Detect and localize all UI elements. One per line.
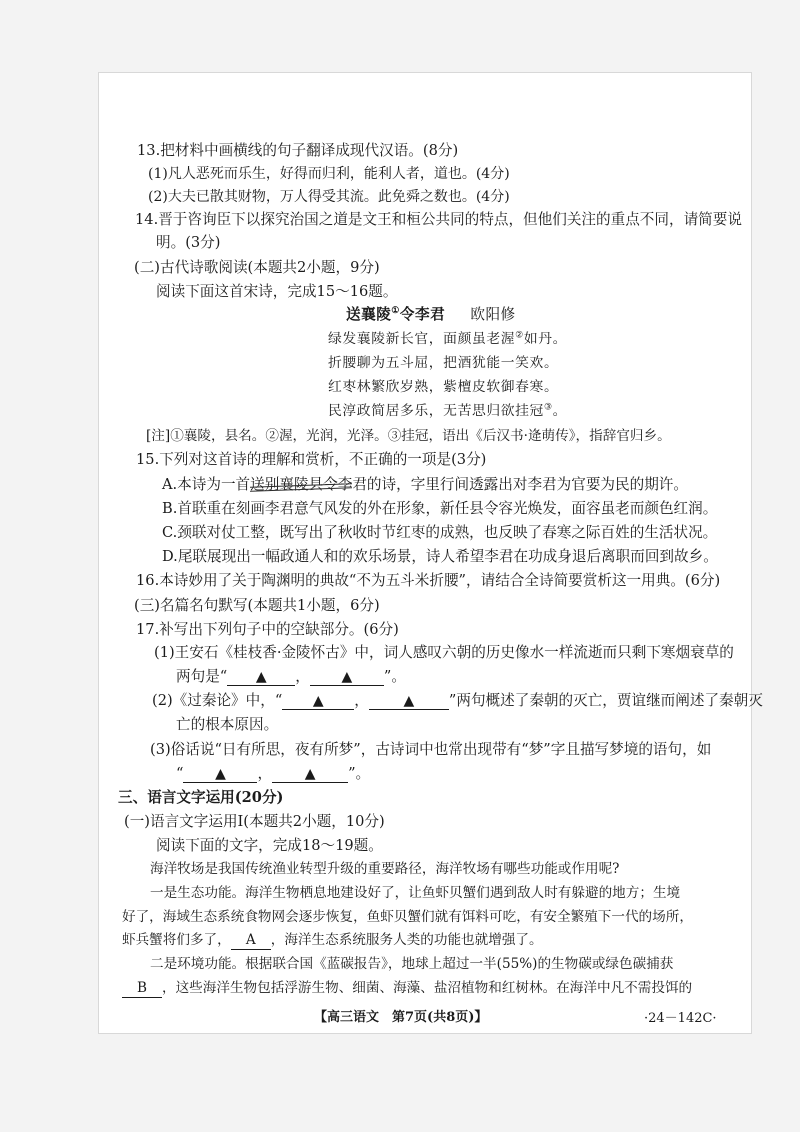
q15-option-c: C.颈联对仗工整，既写出了秋收时节红枣的成熟，也反映了春寒之际百姓的生活状况。	[162, 524, 718, 541]
q16-stem: 16.本诗妙用了关于陶渊明的典故“不为五斗米折腰”，请结合全诗简要赏析这一用典。(6分)	[136, 572, 721, 589]
comma: ，	[257, 765, 273, 782]
passage-paragraph-2-line-2: 好了，海域生态系统食物网会逐步恢复，鱼虾贝蟹们就有饵料可吃，有安全繁殖下一代的场所，	[122, 909, 693, 925]
q17-item-2-open: (2)《过秦论》中，“	[152, 692, 283, 709]
poem-line-4-text-a: 民淳政简居多乐，无苦思归欲挂冠	[328, 403, 544, 419]
q13-sentence-1: (1)凡人恶死而乐生，好得而归利，能利人者，道也。(4分)	[148, 166, 510, 182]
passage-paragraph-1: 海洋牧场是我国传统渔业转型升级的重要路径，海洋牧场有哪些功能或作用呢?	[150, 861, 620, 877]
passage-text: ，海洋生态系统服务人类的功能也就增强了。	[270, 932, 543, 948]
answer-blank[interactable]	[369, 692, 449, 710]
section-poetry-heading: (二)古代诗歌阅读(本题共2小题，9分)	[134, 259, 380, 276]
poem-line-1-text-a: 绿发襄陵新长官，面颜虽老渥	[328, 331, 516, 347]
poem-note-marker-3: ③	[543, 402, 553, 413]
poem-line-1-text-b: 如丹。	[523, 331, 568, 347]
comma: ，	[295, 668, 310, 685]
q17-item-2-line-1	[152, 691, 763, 711]
q13-sentence-2: (2)大夫已散其财物，万人得受其流。此免舜之数也。(4分)	[148, 189, 510, 205]
q17-item-3-close: ”。	[348, 765, 371, 782]
q17-item-1-line-2	[176, 667, 406, 687]
q17-item-3-line-1: (3)俗话说“日有所思，夜有所梦”，古诗词中也常出现带有“梦”字且描写梦境的语句，如	[150, 741, 712, 758]
triangle-icon: ▲	[255, 669, 267, 685]
blank-b-label: B	[137, 980, 147, 996]
q17-item-2-line-2: 亡的根本原因。	[176, 716, 279, 733]
q17-item-3-line-2	[176, 764, 370, 784]
q17-item-2-close: ”两句概述了秦朝的灭亡，贾谊继而阐述了秦朝灭	[448, 692, 763, 709]
passage-paragraph-2-line-3	[122, 930, 543, 950]
section-poetry-intro: 阅读下面这首宋诗，完成15～16题。	[156, 283, 398, 300]
q15-option-d: D.尾联展现出一幅政通人和的欢乐场景，诗人希望李君在功成身退后离职而回到故乡。	[162, 548, 718, 565]
poem-line-3: 红枣林繁欣岁熟，紫檀皮软御春寒。	[328, 379, 559, 395]
poem-line-4	[328, 401, 567, 421]
passage-paragraph-3-line-2	[122, 978, 692, 998]
q17-item-1-close: ”。	[383, 668, 406, 685]
poem-line-1	[328, 329, 567, 349]
blank-b[interactable]	[122, 980, 162, 998]
triangle-icon: ▲	[215, 766, 226, 782]
passage-text: ，这些海洋生物包括浮游生物、细菌、海藻、盐沼植物和红树林。在海洋中凡不需投饵的	[162, 980, 693, 996]
poem-note-marker-2: ②	[515, 330, 524, 341]
part-language-subheading: (一)语言文字运用Ⅰ(本题共2小题，10分)	[124, 813, 385, 830]
poem-line-2: 折腰聊为五斗屈，把酒犹能一笑欢。	[328, 355, 559, 371]
triangle-icon: ▲	[403, 693, 415, 709]
answer-blank[interactable]	[183, 765, 257, 783]
paper-code: ·24－142C·	[644, 1011, 717, 1026]
answer-blank[interactable]	[227, 668, 295, 686]
blank-a-label: A	[245, 932, 256, 948]
passage-text: 虾兵蟹将们多了，	[122, 932, 231, 948]
blank-a[interactable]	[231, 932, 271, 950]
part-language-intro: 阅读下面的文字，完成18～19题。	[156, 837, 383, 854]
section-recitation-heading: (三)名篇名句默写(本题共1小题，6分)	[134, 597, 380, 614]
triangle-icon: ▲	[312, 693, 324, 709]
q17-item-3-open: “	[176, 765, 184, 782]
answer-blank[interactable]	[272, 765, 348, 783]
passage-paragraph-3-line-1: 二是环境功能。根据联合国《蓝碳报告》，地球上超过一半(55%)的生物碳或绿色碳捕获	[150, 956, 674, 972]
poem-note-marker-1: ①	[391, 306, 400, 317]
answer-blank[interactable]	[282, 692, 354, 710]
poem-line-4-text-b: 。	[552, 403, 568, 419]
poem-title-part-b: 令李君	[399, 306, 446, 323]
struck-text	[250, 476, 352, 493]
poem-title-part-a: 送襄陵	[346, 306, 392, 323]
poem-author: 欧阳修	[470, 306, 516, 323]
passage-paragraph-2-line-1: 一是生态功能。海洋生物栖息地建设好了，让鱼虾贝蟹们遇到敌人时有躲避的地方；生境	[150, 885, 681, 901]
q17-item-1-line-1: (1)王安石《桂枝香·金陵怀古》中，词人感叹六朝的历史像水一样流逝而只剩下寒烟衰草的	[154, 644, 734, 661]
triangle-icon: ▲	[304, 766, 316, 782]
triangle-icon: ▲	[341, 669, 353, 685]
poem-title	[346, 305, 516, 325]
poem-notes: [注]①襄陵，县名。②渥，光润，光泽。③挂冠，语出《后汉书·逄萌传》，指辞官归乡。	[146, 428, 671, 444]
q13-stem: 13.把材料中画横线的句子翻译成现代汉语。(8分)	[137, 142, 459, 159]
q14-line-1: 14.晋于咨询臣下以探究治国之道是文王和桓公共同的特点，但他们关注的重点不同，请简要说	[135, 211, 742, 228]
q15-option-a	[162, 475, 688, 495]
q15-option-a-struck-text: 送别襄陵县令李	[250, 476, 353, 493]
comma: ，	[354, 692, 369, 709]
part-language-heading: 三、语言文字运用(20分)	[118, 789, 284, 806]
q14-line-2: 明。(3分)	[156, 234, 221, 251]
q15-option-a-prefix: A.本诗为一首	[162, 476, 251, 493]
page-footer: 【高三语文 第7页(共8页)】	[314, 1010, 488, 1025]
q15-stem: 15.下列对这首诗的理解和赏析，不正确的一项是(3分)	[136, 451, 487, 468]
q17-stem: 17.补写出下列句子中的空缺部分。(6分)	[136, 621, 399, 638]
q17-item-1-open: 两句是“	[176, 668, 228, 685]
answer-blank[interactable]	[310, 668, 384, 686]
q15-option-a-suffix: 君的诗，字里行间透露出对李君为官要为民的期许。	[352, 476, 688, 493]
q15-option-b: B.首联重在刻画李君意气风发的外在形象，新任县令容光焕发，面容虽老而颜色红润。	[162, 500, 718, 517]
